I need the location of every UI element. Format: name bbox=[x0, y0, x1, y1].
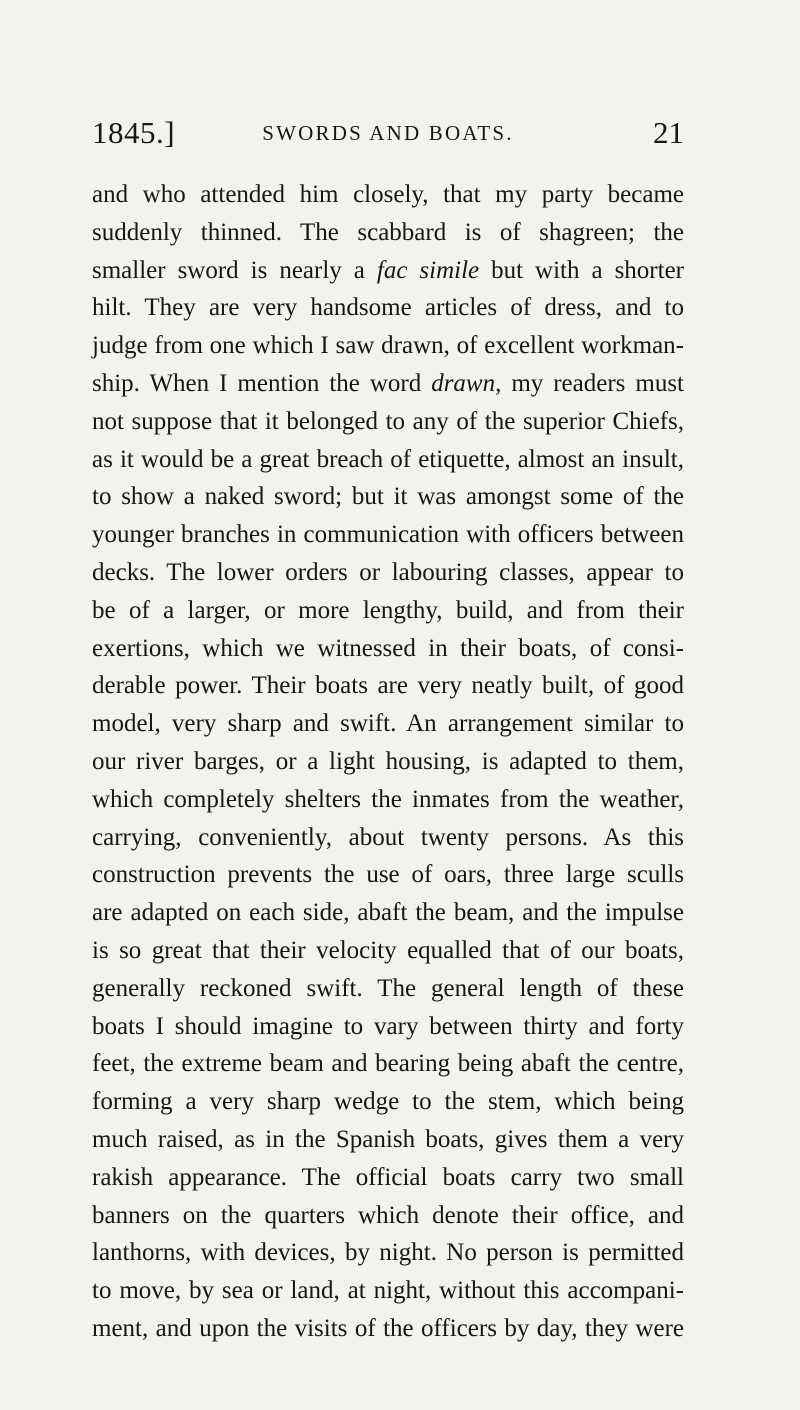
text-line-19: construction prevents the use of oars, three large sculls bbox=[92, 861, 684, 889]
text-line-16: our river barges, or a light housing, is adapted to them, bbox=[92, 747, 684, 775]
text-line-13: exertions, which we witnessed in their boats, of consi- bbox=[92, 634, 684, 662]
header-year: 1845.] bbox=[92, 115, 176, 150]
text-line-15: model, very sharp and swift. An arrangement similar to bbox=[92, 710, 684, 738]
text-line-17: which completely shelters the inmates from the weather, bbox=[92, 785, 684, 813]
text-line-20: are adapted on each side, abaft the beam, and the impulse bbox=[92, 899, 684, 927]
text-line-22: generally reckoned swift. The general length of these bbox=[92, 974, 684, 1002]
italic-fac-simile: fac simile bbox=[376, 256, 480, 284]
text-line-25: forming a very sharp wedge to the stem, which being bbox=[92, 1088, 684, 1116]
text-line-21: is so great that their velocity equalled that of our boats, bbox=[92, 936, 684, 964]
text-line-3-start: smaller sword is nearly a bbox=[92, 256, 377, 284]
italic-drawn: drawn, bbox=[431, 369, 502, 397]
text-line-23: boats I should imagine to vary between thirty and forty bbox=[92, 1012, 684, 1040]
text-line-6-start: ship. When I mention the word bbox=[92, 369, 432, 397]
text-line-8: as it would be a great breach of etiquette, almost an insult, bbox=[92, 445, 684, 473]
running-header bbox=[92, 115, 684, 155]
text-line-5: judge from one which I saw drawn, of excellent workman- bbox=[92, 332, 684, 360]
text-line-1: and who attended him closely, that my party became bbox=[92, 181, 684, 208]
page-number: 21 bbox=[653, 115, 684, 150]
text-line-4: hilt. They are very handsome articles of dress, and to bbox=[92, 294, 684, 322]
header-title: SWORDS AND BOATS. bbox=[262, 121, 514, 145]
body-text bbox=[92, 176, 684, 1348]
text-line-12: be of a larger, or more lengthy, build, and from their bbox=[92, 596, 684, 624]
text-line-31: ment, and upon the visits of the officers by day, they were bbox=[92, 1314, 684, 1342]
text-line-18: carrying, conveniently, about twenty persons. As this bbox=[92, 823, 684, 851]
text-line-11: decks. The lower orders or labouring classes, appear to bbox=[92, 558, 684, 586]
text-line-3 bbox=[92, 252, 684, 290]
text-line-9: to show a naked sword; but it was amongst some of the bbox=[92, 483, 684, 511]
text-line-10: younger branches in communication with officers between bbox=[92, 521, 684, 549]
text-line-30: to move, by sea or land, at night, without this accompani- bbox=[92, 1277, 684, 1305]
text-line-29: lanthorns, with devices, by night. No person is permitted bbox=[92, 1239, 684, 1267]
text-line-26: much raised, as in the Spanish boats, gives them a very bbox=[92, 1125, 684, 1153]
text-line-3-end: but with a shorter bbox=[479, 256, 684, 284]
text-line-24: feet, the extreme beam and bearing being abaft the centre, bbox=[92, 1050, 684, 1078]
text-line-2: suddenly thinned. The scabbard is of shagreen; the bbox=[92, 218, 684, 246]
text-line-6 bbox=[92, 365, 684, 403]
text-line-28: banners on the quarters which denote their office, and bbox=[92, 1201, 684, 1229]
text-line-6-end: my readers must bbox=[501, 369, 684, 397]
text-line-7: not suppose that it belonged to any of the superior Chiefs, bbox=[92, 407, 684, 435]
text-line-14: derable power. Their boats are very neatly built, of good bbox=[92, 672, 684, 700]
text-line-27: rakish appearance. The official boats carry two small bbox=[92, 1163, 684, 1191]
